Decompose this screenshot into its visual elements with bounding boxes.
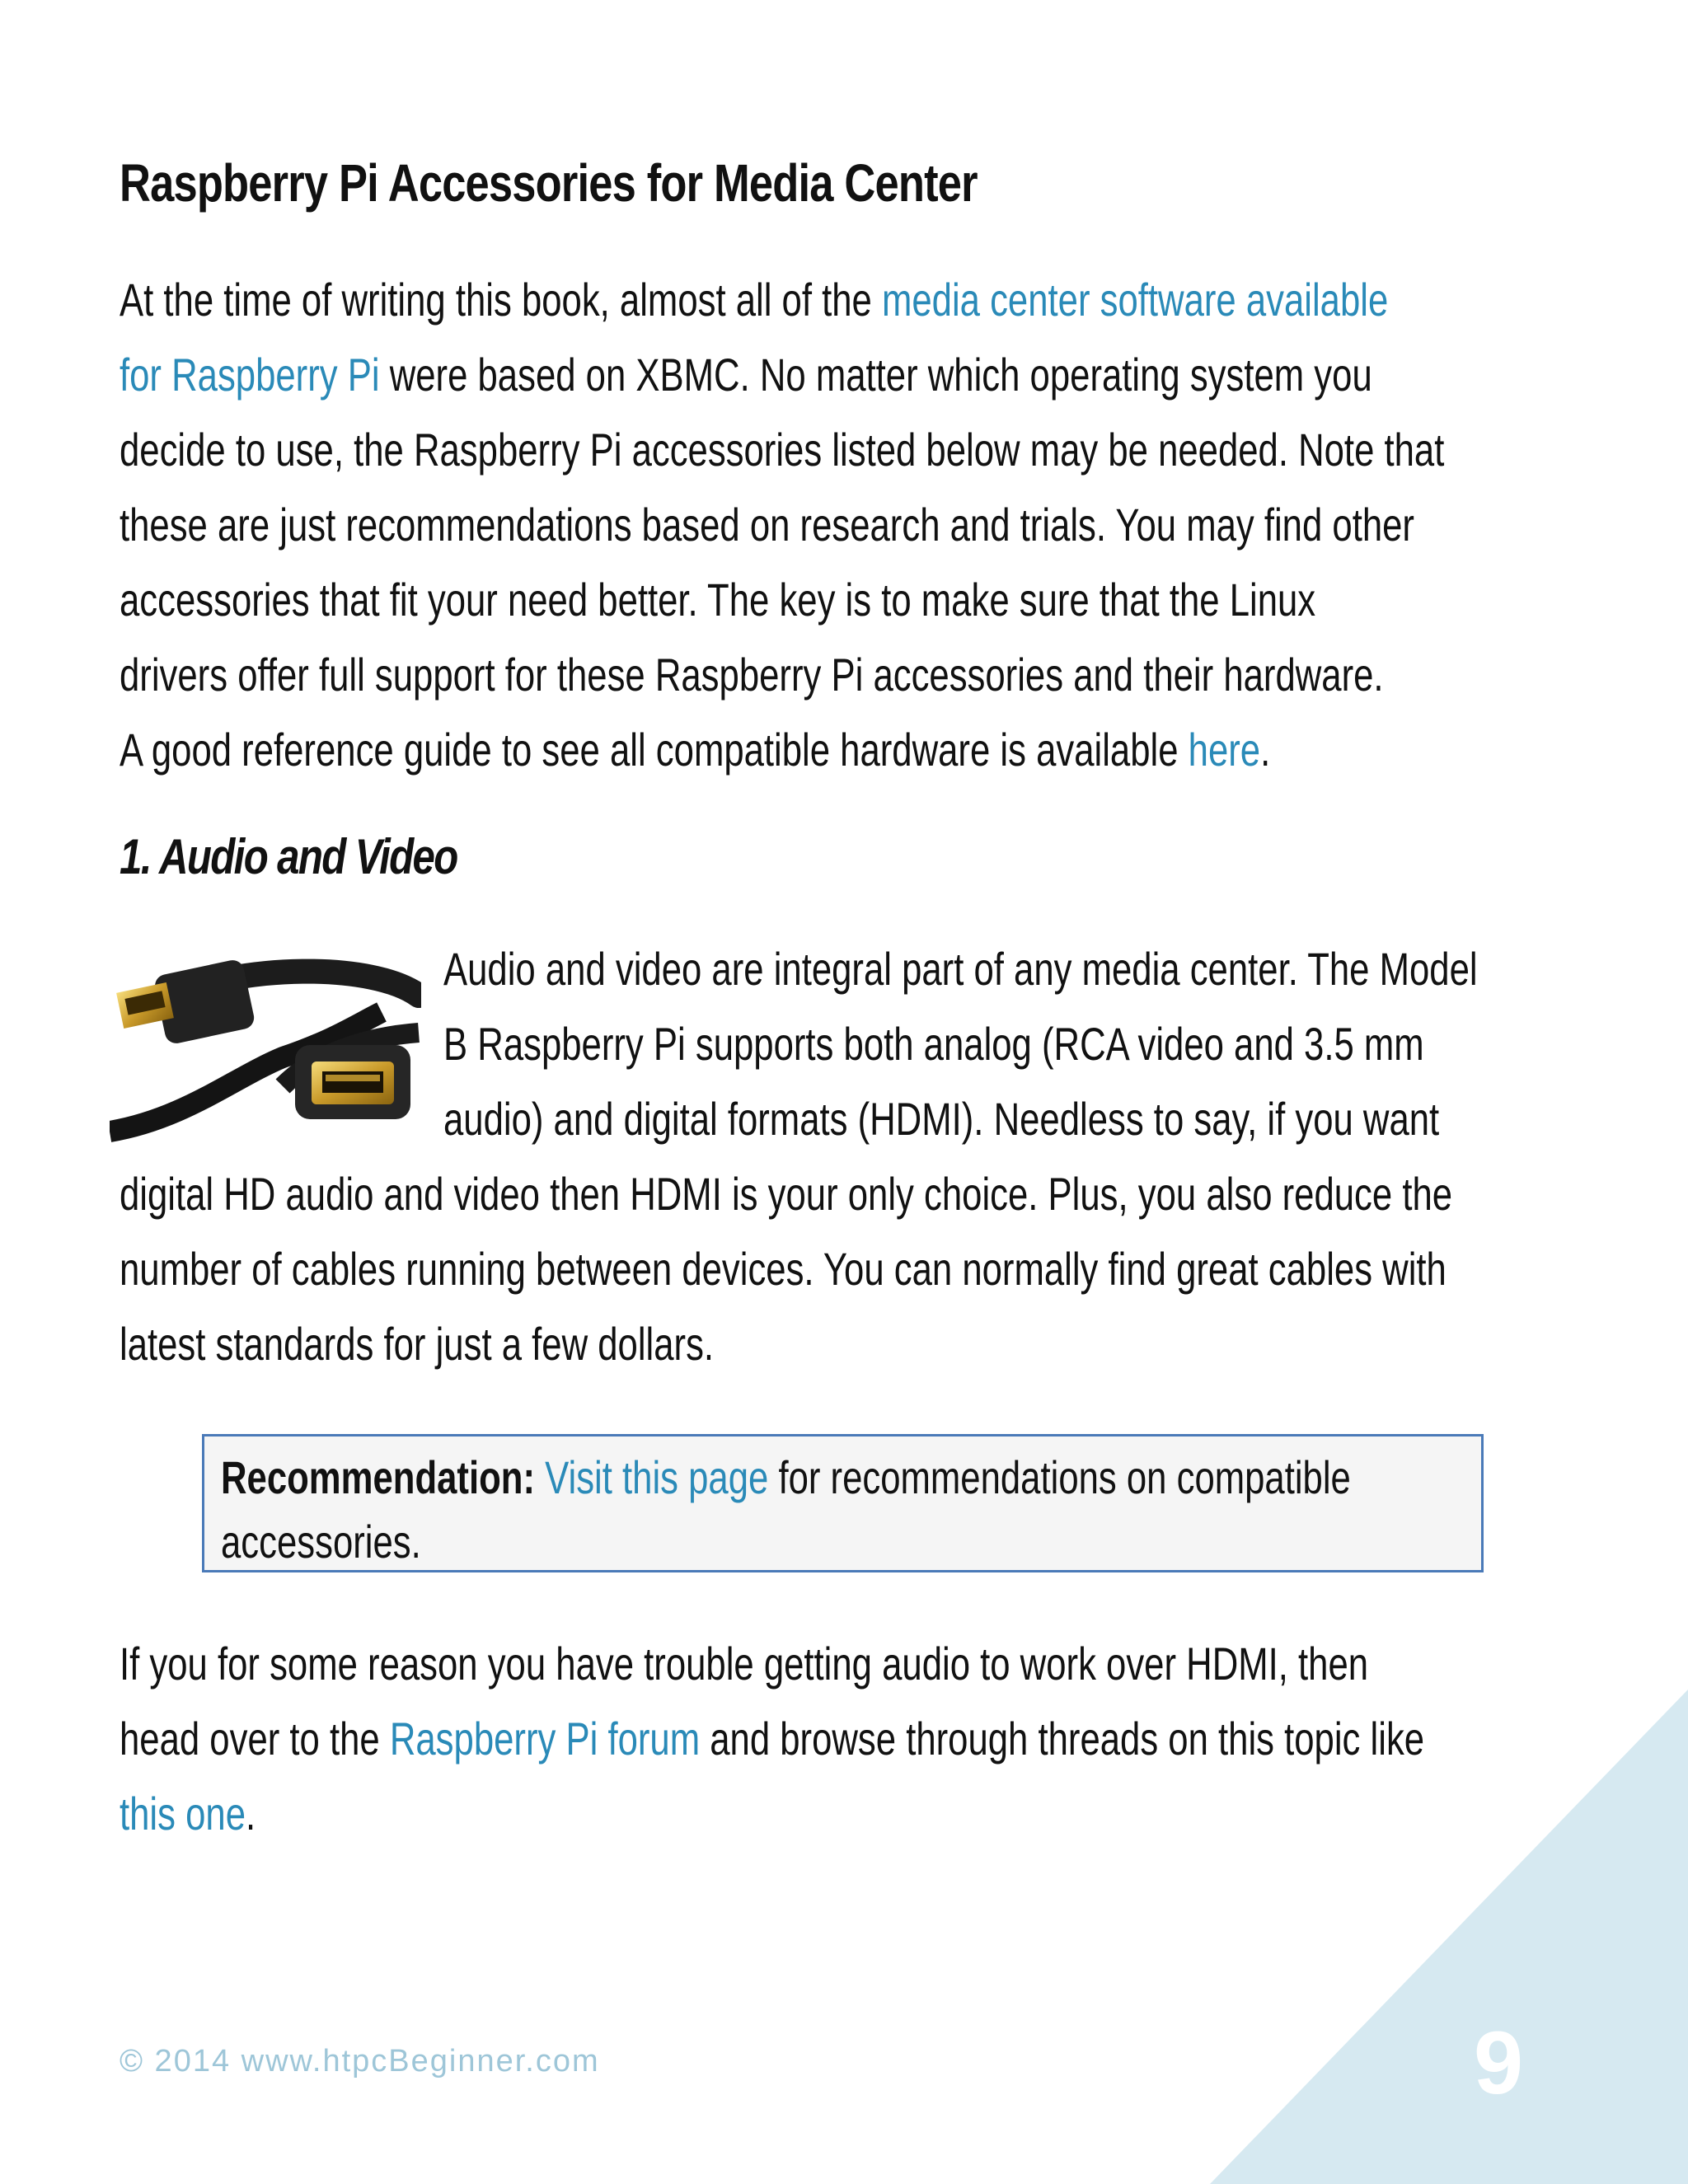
text-line: for Raspberry Pi were based on XBMC. No matter which operating system you — [120, 349, 1372, 401]
visit-this-page-link[interactable]: Visit this page — [545, 1451, 769, 1503]
text-line: Recommendation: Visit this page for recommendations on compatible — [221, 1451, 1351, 1503]
subsection-title: 1. Audio and Video — [120, 829, 457, 884]
text-line: decide to use, the Raspberry Pi accessories listed below may be needed. Note that — [120, 424, 1445, 476]
text-line: Audio and video are integral part of any media center. The Model — [443, 943, 1478, 995]
text-line: latest standards for just a few dollars. — [120, 1318, 715, 1370]
recommendation-label: Recommendation: — [221, 1451, 536, 1503]
text-line: this one. — [120, 1788, 256, 1840]
text-line: drivers offer full support for these Raspberry Pi accessories and their hardware. — [120, 649, 1384, 701]
av-paragraph-full — [120, 1156, 1688, 1381]
text-line: audio) and digital formats (HDMI). Needless to say, if you want — [443, 1093, 1440, 1145]
recommendation-box — [202, 1434, 1484, 1572]
hdmi-cable-image — [110, 946, 421, 1144]
text-line: A good reference guide to see all compatible hardware is available here. — [120, 724, 1271, 776]
text-line: B Raspberry Pi supports both analog (RCA video and 3.5 mm — [443, 1018, 1424, 1070]
text-line: At the time of writing this book, almost all of the media center software available — [120, 274, 1389, 326]
text-line: accessories. — [221, 1516, 421, 1568]
av-paragraph-wrapped — [443, 931, 1688, 1156]
hdmi-note-paragraph — [120, 1626, 1688, 1851]
text-line: digital HD audio and video then HDMI is your only choice. Plus, you also reduce the — [120, 1168, 1453, 1220]
raspberry-pi-forum-link[interactable]: Raspberry Pi forum — [389, 1713, 701, 1765]
text-line: these are just recommendations based on research and trials. You may find other — [120, 499, 1414, 551]
text-line: If you for some reason you have trouble getting audio to work over HDMI, then — [120, 1638, 1369, 1690]
text-line: accessories that fit your need better. The key is to make sure that the Linux — [120, 574, 1316, 626]
section-title: Raspberry Pi Accessories for Media Center — [120, 153, 978, 213]
media-center-software-link[interactable]: media center software available — [881, 274, 1389, 326]
media-center-software-link-cont[interactable]: for Raspberry Pi — [120, 349, 380, 401]
text-line: head over to the Raspberry Pi forum and browse through threads on this topic like — [120, 1713, 1425, 1765]
compatible-hardware-link[interactable]: here — [1188, 724, 1261, 776]
intro-paragraph — [120, 262, 1688, 787]
text-line: number of cables running between devices. You can normally find great cables with — [120, 1243, 1447, 1295]
page-number: 9 — [1474, 2013, 1524, 2112]
this-one-link[interactable]: this one — [120, 1788, 246, 1840]
footer-copyright: © 2014 www.htpcBeginner.com — [120, 2044, 600, 2079]
